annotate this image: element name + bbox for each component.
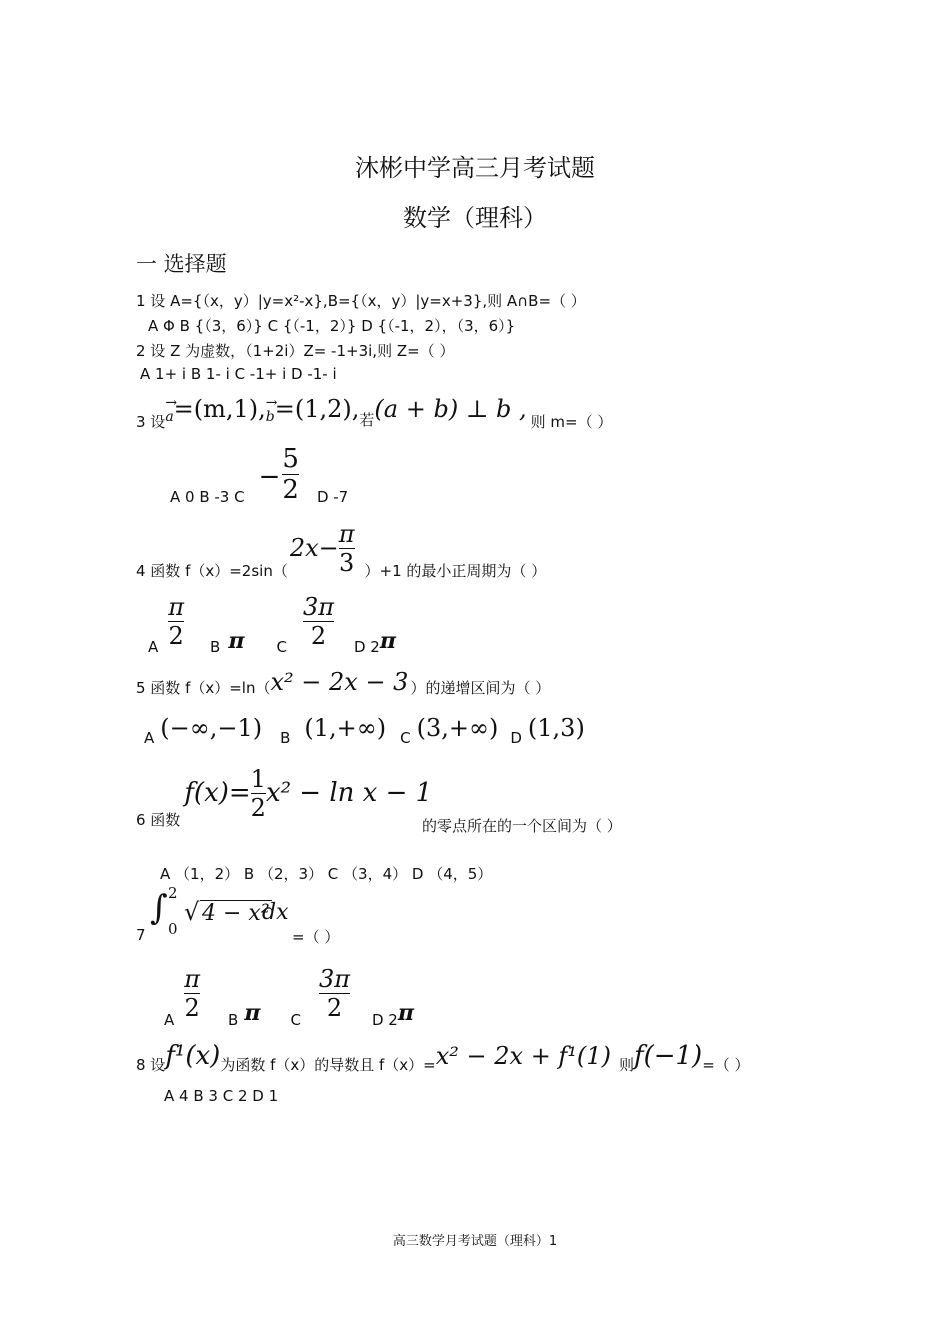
question-6-half xyxy=(251,765,266,822)
question-3-opt-c-fraction xyxy=(282,444,299,505)
question-7-options xyxy=(164,960,414,1029)
page-subtitle: 数学（理科） xyxy=(403,204,547,232)
option-c-interval: (3,+∞) xyxy=(416,714,499,742)
pi-symbol: π xyxy=(379,628,396,654)
option-c-label: C xyxy=(276,638,287,656)
fraction-numerator: 5 xyxy=(282,443,299,474)
fraction-numerator: π xyxy=(338,519,355,548)
option-b-label: B xyxy=(280,729,291,747)
pi-symbol: π xyxy=(244,1000,261,1026)
question-7-prefix: 7 xyxy=(136,926,146,944)
option-a-label: A xyxy=(164,1011,175,1029)
pi-symbol: π xyxy=(397,1000,414,1026)
question-2-options: A 1+ i B 1- i C -1+ i D -1- i xyxy=(140,365,337,383)
question-3-opt-ab: A 0 B -3 C xyxy=(170,488,245,506)
question-3-options xyxy=(170,444,348,504)
option-a-fraction xyxy=(168,593,184,650)
fraction-numerator: π xyxy=(184,964,201,993)
option-b-interval: (1,+∞) xyxy=(304,714,387,742)
fraction-denominator: 2 xyxy=(282,474,299,505)
fraction-denominator: 2 xyxy=(184,993,200,1022)
option-a-fraction xyxy=(184,965,200,1022)
option-c-fraction xyxy=(303,593,334,650)
section-heading: 一 选择题 xyxy=(136,252,227,276)
question-3-opt-c-sign: − xyxy=(258,462,281,492)
fraction-numerator: 3π xyxy=(318,964,350,993)
option-c-fraction xyxy=(319,965,350,1022)
integral-lower-limit: 0 xyxy=(168,920,178,938)
vector-a-equation: =(m,1), xyxy=(173,395,266,423)
question-5-options xyxy=(144,708,585,748)
question-6-rhs: x² − ln x − 1 xyxy=(265,778,433,808)
fraction-denominator: 2 xyxy=(310,621,327,650)
fraction-denominator: 2 xyxy=(326,993,343,1022)
question-8-suffix: =（ ） xyxy=(702,1055,750,1074)
option-d-label: D 2 xyxy=(353,638,380,656)
question-7-stem xyxy=(136,886,396,946)
question-3-if: 若 xyxy=(359,410,375,429)
question-5-prefix: 5 函数 f（x）=ln（ xyxy=(136,678,271,697)
question-6-stem xyxy=(136,760,433,829)
option-a-interval: (−∞,−1) xyxy=(160,714,263,742)
fraction-denominator: 3 xyxy=(339,548,355,577)
question-8-options: A 4 B 3 C 2 D 1 xyxy=(164,1087,279,1105)
question-6-suffix: 的零点所在的一个区间为（ ） xyxy=(422,817,622,835)
question-8-stem xyxy=(136,1036,750,1076)
question-3-stem xyxy=(136,384,612,434)
option-d-label: D xyxy=(510,729,522,747)
option-d-interval: (1,3) xyxy=(527,714,585,742)
question-6-options: A （1，2） B （2，3） C （3，4） D （4，5） xyxy=(160,865,493,883)
sqrt-sign: √ xyxy=(184,898,200,926)
question-5-stem xyxy=(136,664,550,700)
question-8-expression: x² − 2x + f¹(1) xyxy=(435,1042,611,1070)
question-8-fprime: f¹(x) xyxy=(165,1041,221,1071)
question-8-mid: 为函数 f（x）的导数且 f（x）= xyxy=(220,1055,436,1074)
option-a-label: A xyxy=(144,729,155,747)
fraction-denominator: 2 xyxy=(250,793,266,822)
question-4-arg-fraction xyxy=(339,520,355,577)
question-4-prefix: 4 函数 f（x）=2sin（ xyxy=(136,561,288,580)
vector-a-symbol: a → xyxy=(165,395,178,425)
fraction-numerator: π xyxy=(168,592,185,621)
vector-b-symbol: b → xyxy=(265,395,278,425)
question-4-options xyxy=(148,588,396,654)
question-6-prefix: 6 函数 xyxy=(136,810,181,829)
question-6-lhs: f(x)= xyxy=(184,778,251,808)
option-c-label: C xyxy=(400,729,411,747)
question-8-ask: f(−1) xyxy=(633,1041,703,1071)
question-1-stem: 1 设 A={（x，y）|y=x²-x},B={（x，y）|y=x+3},则 A∩B=（ ） xyxy=(136,292,586,310)
page-footer: 高三数学月考试题（理科）1 xyxy=(392,1234,558,1249)
integral-sign: ∫ xyxy=(150,888,168,928)
pi-symbol: π xyxy=(228,628,245,654)
fraction-denominator: 2 xyxy=(168,621,184,650)
question-3-suffix: 则 m=（ ） xyxy=(530,412,613,431)
question-4-suffix: ）+1 的最小正周期为（ ） xyxy=(364,561,547,580)
question-1-options: A Φ B {（3，6）} C {（-1，2）} D {（-1，2），（3，6）} xyxy=(148,317,516,335)
option-a-label: A xyxy=(148,638,159,656)
question-8-prefix: 8 设 xyxy=(136,1055,166,1074)
page-title: 沐彬中学高三月考试题 xyxy=(355,154,595,182)
vector-b-equation: =(1,2), xyxy=(274,395,360,423)
question-8-then: 则 xyxy=(618,1055,634,1074)
question-7-suffix: =（ ） xyxy=(292,928,340,946)
question-7-integrand: 4 − x² xyxy=(202,901,270,926)
integral-upper-limit: 2 xyxy=(168,884,178,902)
question-3-opt-d: D -7 xyxy=(316,488,349,506)
option-b-label: B xyxy=(210,638,221,656)
fraction-numerator: 1 xyxy=(250,764,266,793)
question-5-expression: x² − 2x − 3 xyxy=(270,668,409,696)
fraction-numerator: 3π xyxy=(302,592,334,621)
question-4-arg-lhs: 2x− xyxy=(289,534,339,562)
question-7-dx: dx xyxy=(262,900,289,925)
question-3-prefix: 3 设 xyxy=(136,412,166,431)
question-5-suffix: ）的递增区间为（ ） xyxy=(410,678,551,697)
question-4-stem xyxy=(136,516,546,580)
option-b-label: B xyxy=(228,1011,239,1029)
question-3-condition: (a + b) ⊥ b , xyxy=(374,395,527,423)
question-2-stem: 2 设 Z 为虚数，（1+2i）Z= -1+3i,则 Z=（ ） xyxy=(136,342,455,360)
option-c-label: C xyxy=(290,1011,301,1029)
option-d-label: D 2 xyxy=(371,1011,398,1029)
